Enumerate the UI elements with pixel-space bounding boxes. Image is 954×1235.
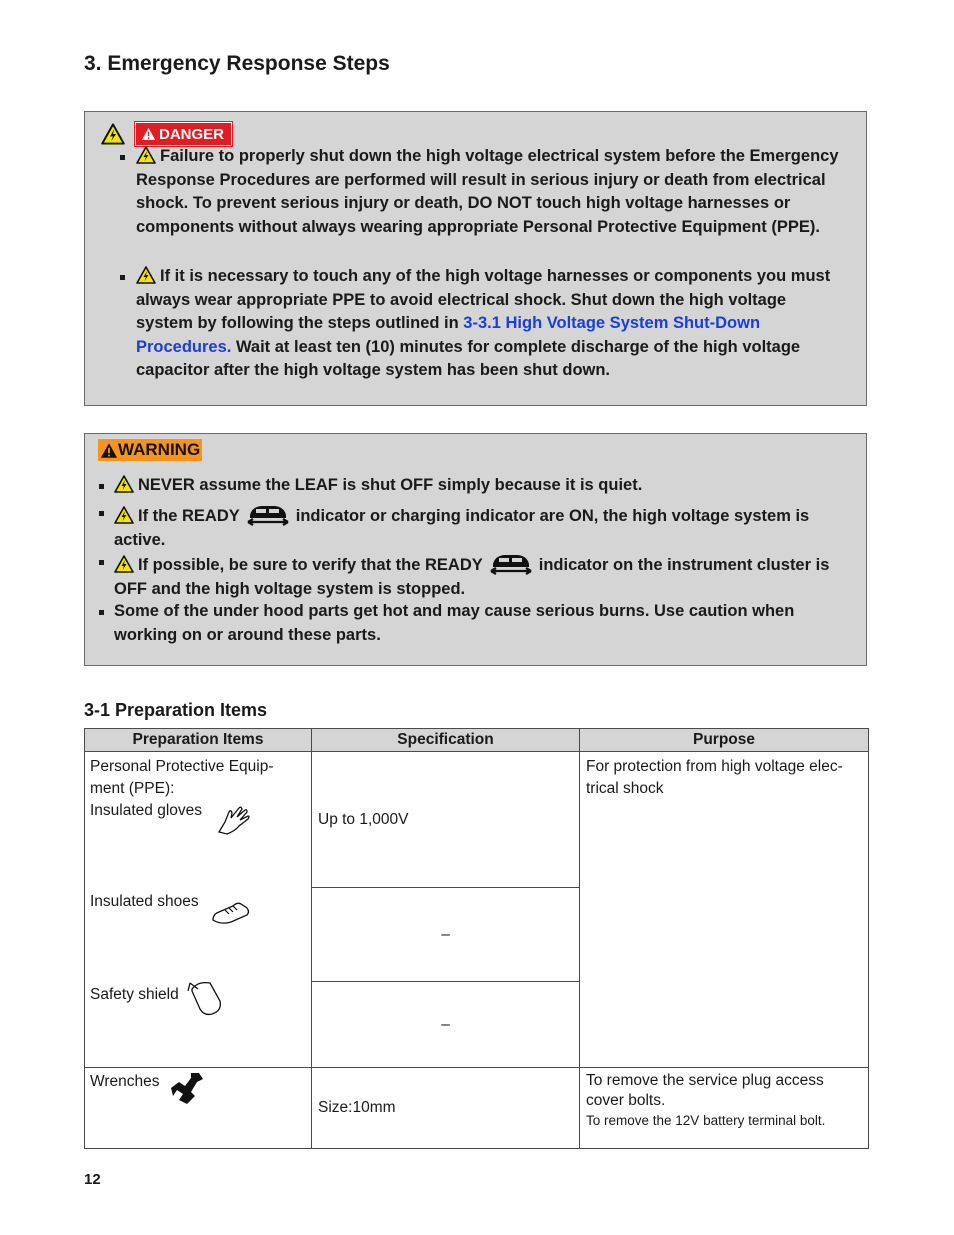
table-row [85, 752, 869, 888]
bullet-marker [99, 511, 104, 516]
danger-tag [135, 122, 232, 146]
insulated-gloves-icon [215, 804, 253, 836]
danger-tag-text: DANGER [159, 125, 225, 143]
danger-bullet-1-text: Failure to properly shut down the high voltage electrical system before the Emergency Response Procedures are performed will result in serious injury or death from electrical shock. To prevent serious injury or death, DO NOT touch high voltage harnesses or components without always wearing appropriate Personal Protective Equipment (PPE). [136, 147, 839, 236]
high-voltage-warning-icon [114, 555, 134, 573]
warning-bullet-3-text-a: If possible, be sure to verify that the READY [138, 556, 483, 574]
table-header-row [85, 729, 869, 752]
table-row [85, 1068, 869, 1149]
spec-gloves: Up to 1,000V [312, 752, 580, 888]
bullet-marker [120, 275, 125, 280]
warning-bullet-4-text: Some of the under hood parts get hot and may cause serious burns. Use caution when working on or around these parts. [114, 602, 795, 644]
danger-box [84, 111, 867, 406]
ready-indicator-icon [489, 550, 533, 576]
warning-box [84, 433, 867, 666]
preparation-items-table [84, 728, 869, 1149]
high-voltage-warning-icon [101, 123, 125, 145]
high-voltage-warning-icon [136, 266, 156, 284]
purpose-wrench-2: To remove the 12V battery terminal bolt. [586, 1113, 826, 1128]
bullet-marker [99, 484, 104, 489]
bullet-marker [99, 610, 104, 615]
danger-bullet-2-text-end: Wait at least ten (10) minutes for complete discharge of the high voltage capacitor after the high voltage system has been shut down. [136, 337, 801, 379]
warning-bullet-2-text-b: indicator or charging indicator are ON, the high voltage system is active. [114, 507, 810, 549]
page-number: 12 [84, 1171, 101, 1188]
high-voltage-warning-icon [114, 506, 134, 524]
warning-bullet-4 [114, 600, 854, 647]
column-header: Purpose [580, 729, 869, 752]
purpose-ppe: For protection from high voltage elec-trical shock [580, 752, 869, 1068]
shutdown-procedures-link[interactable]: 3-3.1 High Voltage System Shut-Down Procedures. [136, 314, 761, 356]
ppe-label: Personal Protective Equip-ment (PPE): [90, 758, 274, 797]
spec-shield: – [312, 982, 580, 1068]
warning-bullet-1-text: NEVER assume the LEAF is shut OFF simply because it is quiet. [138, 476, 643, 494]
column-header: Preparation Items [85, 729, 312, 752]
warning-bullet-3-text-b: indicator on the instrument cluster is OFF and the high voltage system is stopped. [114, 556, 830, 598]
shield-label: Safety shield [90, 986, 179, 1003]
wrenches-cell [85, 1068, 312, 1149]
preparation-items-title: 3-1 Preparation Items [84, 700, 268, 720]
alert-triangle-icon [100, 442, 118, 459]
gloves-label: Insulated gloves [90, 802, 203, 819]
warning-bullet-2 [114, 501, 854, 552]
warning-tag [98, 439, 202, 461]
purpose-wrench-1: To remove the service plug access cover bolts. [586, 1072, 824, 1109]
ready-indicator-icon [246, 501, 290, 527]
warning-bullet-1 [114, 474, 854, 498]
shoes-label: Insulated shoes [90, 893, 199, 910]
warning-bullet-2-text-a: If the READY [138, 507, 240, 525]
bullet-marker [120, 155, 125, 160]
safety-shield-icon [186, 979, 226, 1017]
danger-bullet-2-text: If it is necessary to touch any of the high voltage harnesses or components you must always wear appropriate PPE to avoid electrical shock. Shut down the high voltage system by following the steps outlined in [136, 267, 831, 332]
spec-wrenches: Size:10mm [312, 1068, 580, 1149]
section-title: 3. Emergency Response Steps [84, 52, 390, 75]
wrenches-label: Wrenches [90, 1073, 160, 1090]
danger-bullet-2 [136, 265, 846, 383]
high-voltage-warning-icon [114, 475, 134, 493]
high-voltage-warning-icon [136, 146, 156, 164]
warning-bullet-3 [114, 550, 854, 601]
spec-shoes: – [312, 888, 580, 982]
alert-triangle-icon [141, 127, 156, 141]
column-header: Specification [312, 729, 580, 752]
danger-bullet-1 [136, 145, 846, 239]
danger-label [101, 121, 232, 147]
insulated-shoes-icon [211, 898, 251, 926]
wrench-icon [169, 1070, 207, 1106]
warning-tag-text: WARNING [118, 440, 201, 459]
bullet-marker [99, 560, 104, 565]
ppe-items-cell [85, 752, 312, 1068]
purpose-wrenches [580, 1068, 869, 1149]
